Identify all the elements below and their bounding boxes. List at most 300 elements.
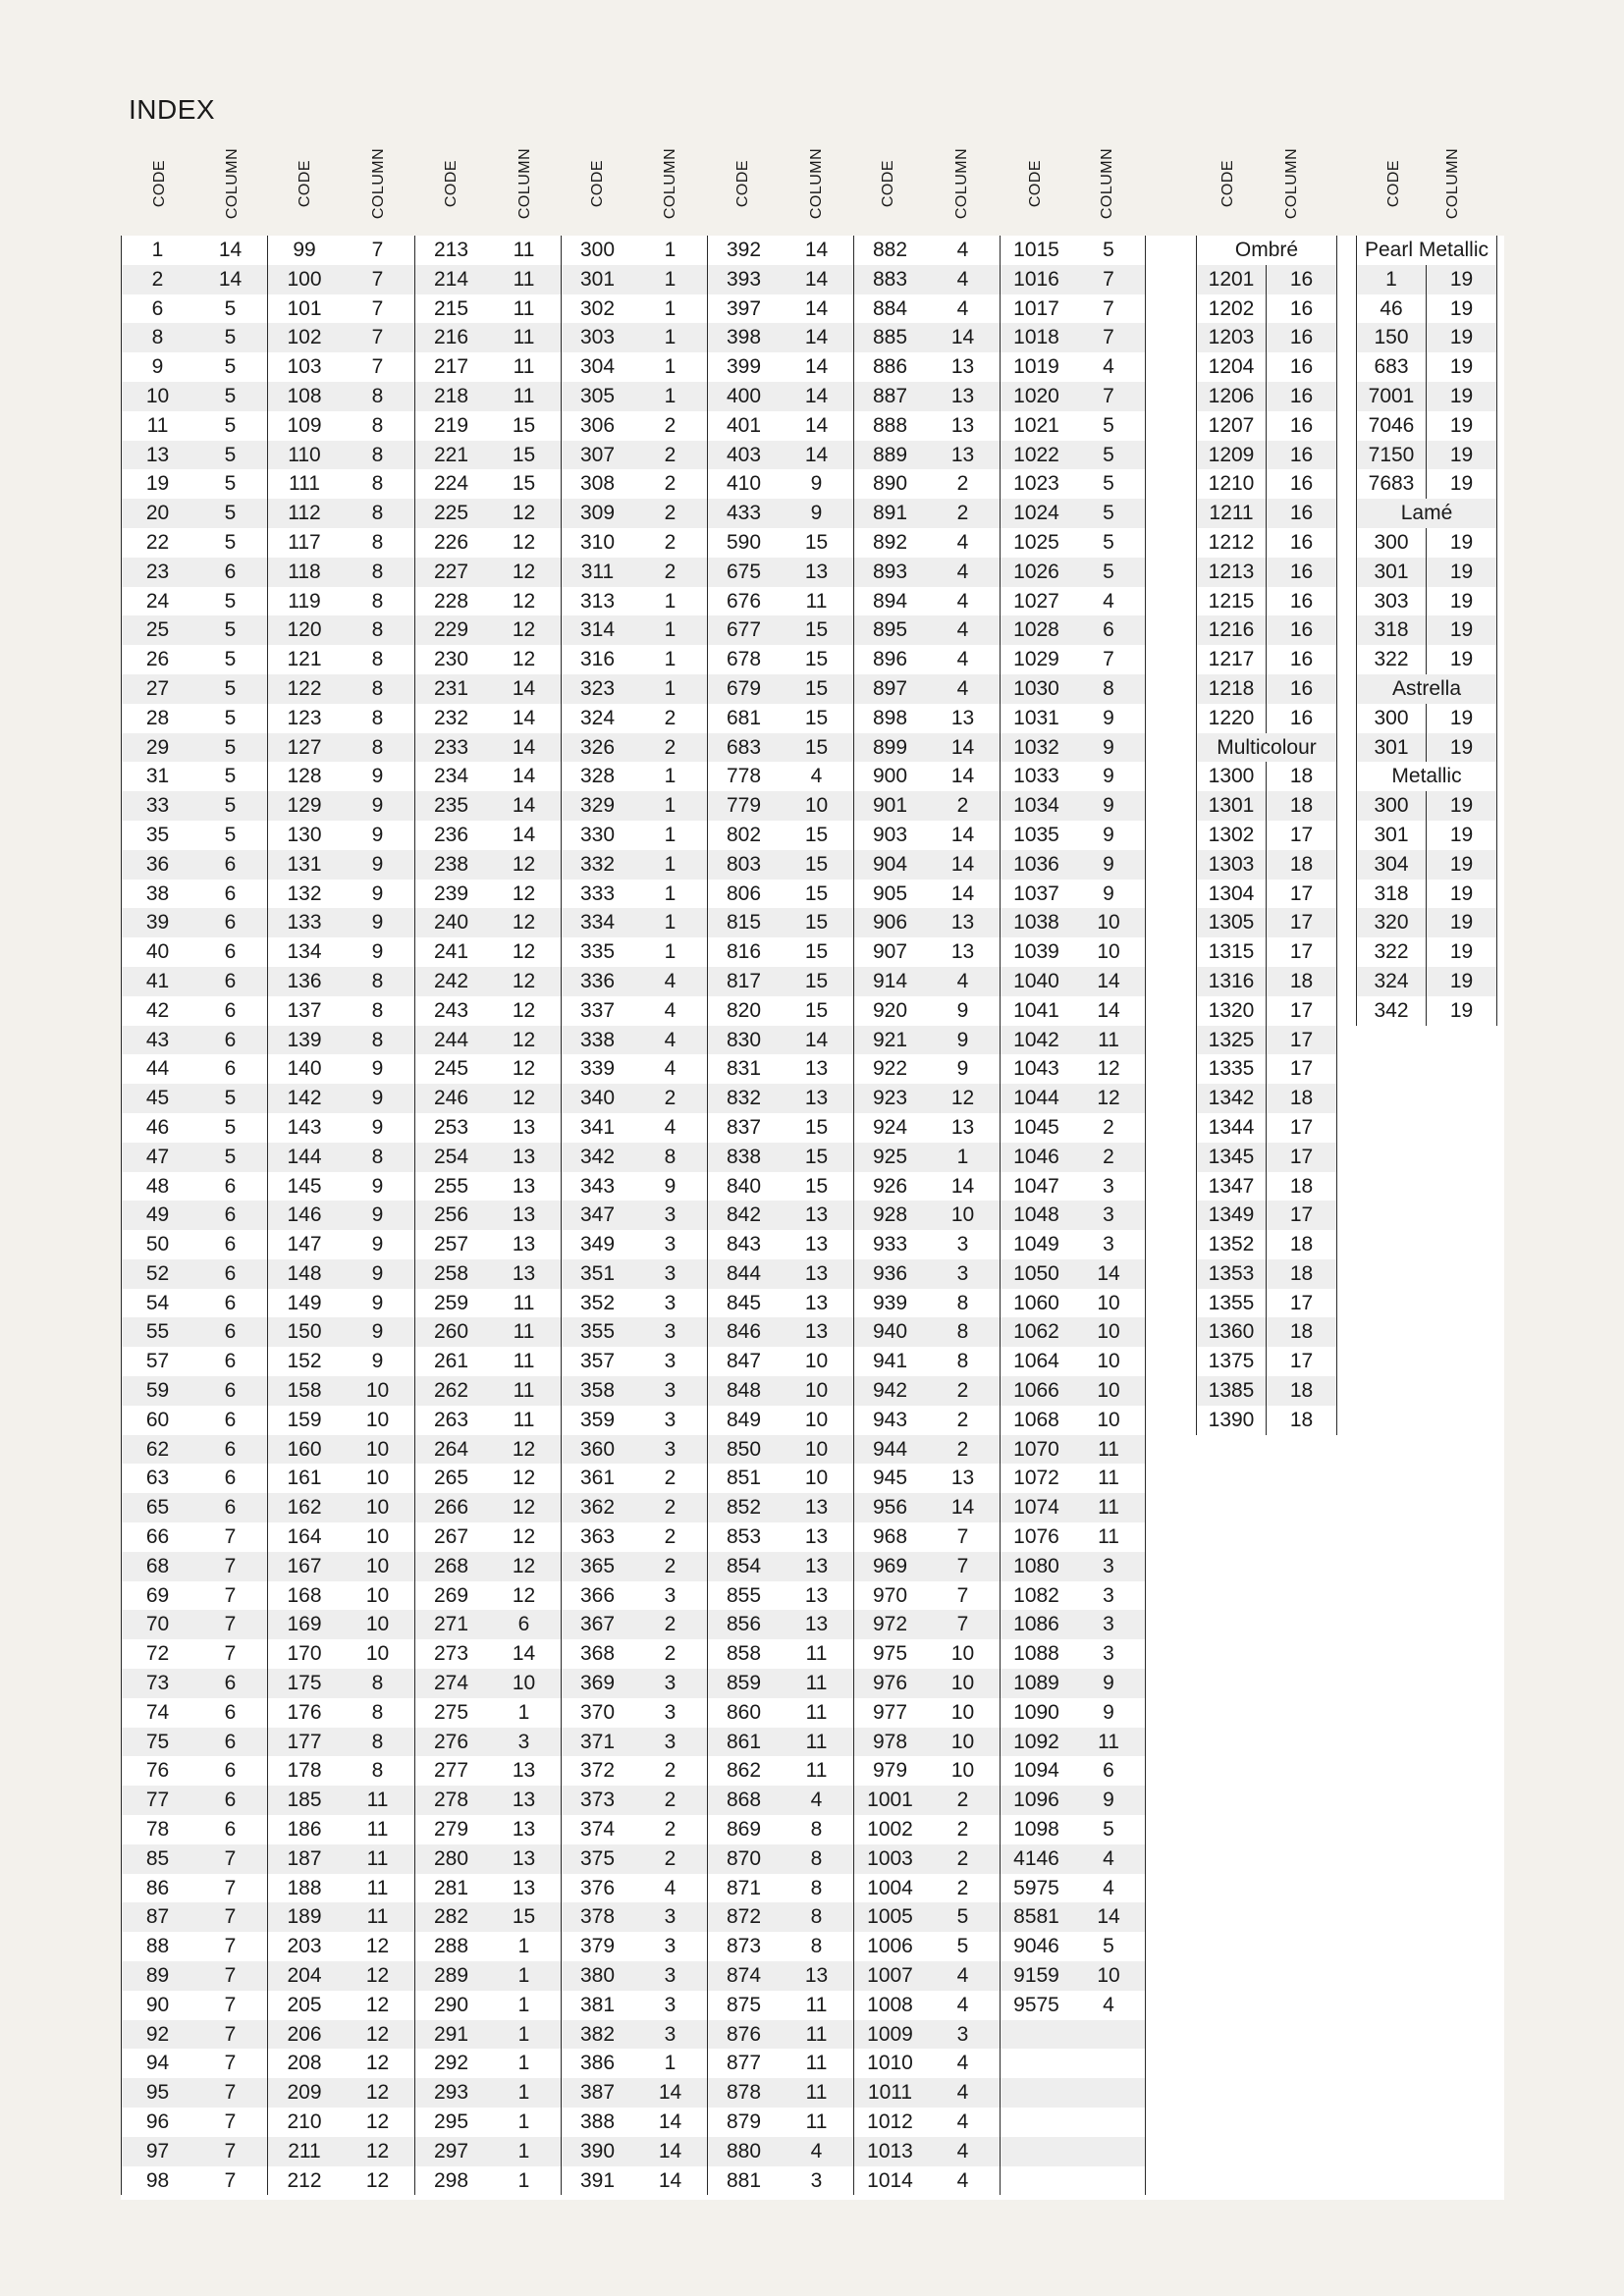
code-cell: 144 [268,1143,341,1172]
column-cell: 9 [1103,706,1114,729]
code-cell: 59 [122,1376,193,1406]
code-cell: 1206 [1196,382,1267,411]
code-header-label: CODE [1027,159,1045,208]
code-cell: 133 [268,908,341,937]
column-cell: 6 [224,998,237,1022]
code-cell: 890 [872,472,908,496]
code-cell: 371 [562,1728,633,1757]
section-title: Pearl Metallic [1356,236,1497,265]
code-cell: 234 [433,765,469,788]
column-cell: 13 [780,1610,853,1639]
code-cell: 263 [433,1408,469,1431]
code-cell: 168 [287,1583,322,1607]
code-cell: 362 [562,1493,633,1522]
code-cell: 57 [145,1350,170,1373]
code-cell: 1019 [1013,355,1059,379]
code-cell: 882 [872,239,908,261]
column-cell: 6 [224,1759,237,1783]
code-cell: 1 [151,239,164,261]
code-cell: 215 [433,296,469,320]
column-cell: 12 [365,1935,390,1958]
column-cell: 2 [633,1786,707,1815]
column-header-label: COLUMN [1444,147,1461,220]
code-cell: 870 [708,1844,780,1874]
code-cell: 185 [268,1786,341,1815]
column-cell: 19 [1427,967,1497,996]
code-cell: 13 [122,441,193,470]
code-cell: 975 [872,1642,908,1666]
column-cell: 14 [633,2078,707,2108]
code-cell: 816 [726,940,762,964]
column-cell: 10 [926,1669,1000,1698]
column-cell: 2 [664,1467,677,1490]
code-cell: 381 [579,1993,616,2016]
code-column [267,236,341,2195]
code-cell: 90 [145,1993,170,2016]
column-cell: 17 [1267,1054,1337,1084]
column-cell: 4 [633,1026,707,1055]
code-column [414,236,487,2195]
code-cell: 1209 [1196,441,1267,470]
column-cell: 12 [487,558,561,587]
column-cell: 2 [633,1493,707,1522]
code-cell: 355 [562,1317,633,1347]
column-cell: 13 [512,1818,536,1842]
column-cell: 9 [371,1350,384,1373]
column-cell: 15 [780,733,853,763]
column-cell: 16 [1267,674,1337,704]
column-cell: 4 [926,265,1000,294]
code-cell: 803 [708,850,780,880]
column-cell: 4 [1103,1876,1114,1899]
column-cell: 9 [780,499,853,528]
code-cell: 161 [287,1467,322,1490]
column-cell: 5 [193,1143,267,1172]
code-cell: 152 [287,1350,322,1373]
column-cell: 16 [1267,587,1337,616]
code-cell: 366 [579,1583,616,1607]
column-cell: 13 [780,1259,853,1289]
code-cell: 205 [287,1993,322,2016]
column-cell: 12 [512,1583,536,1607]
column-cell: 17 [1267,1143,1337,1172]
column-cell: 10 [1072,908,1145,937]
code-cell: 840 [726,1174,762,1198]
code-column [1000,236,1072,2195]
code-cell: 375 [562,1844,633,1874]
column-cell: 8 [956,1291,969,1314]
column-cell: 2 [664,1759,677,1783]
column-cell: 11 [805,1759,828,1783]
ombre-multicolour-table [1196,236,1337,1435]
column-cell: 7 [371,296,384,320]
code-cell: 297 [415,2137,487,2166]
code-cell: 46 [145,1115,170,1139]
code-cell: 75 [122,1728,193,1757]
column-cell: 4 [956,296,969,320]
code-cell: 147 [287,1233,322,1256]
code-cell: 1315 [1196,937,1267,967]
code-cell: 1360 [1196,1317,1267,1347]
code-cell: 936 [854,1259,926,1289]
column-cell: 9 [371,1115,384,1139]
column-cell: 14 [926,323,1000,352]
code-cell: 240 [415,908,487,937]
column-cell [1072,2137,1145,2166]
code-cell: 1014 [867,2168,913,2192]
code-cell: 45 [122,1084,193,1113]
column-cell: 19 [1427,382,1497,411]
code-cell: 892 [872,530,908,554]
code-cell: 33 [122,791,193,821]
column-cell: 11 [805,1993,828,2016]
code-cell: 361 [579,1467,616,1490]
section-title: Lamé [1356,499,1497,528]
column-cell: 12 [512,1467,536,1490]
column-cell: 3 [633,1902,707,1932]
code-cell: 1009 [854,2020,926,2050]
code-cell: 392 [726,239,762,261]
code-cell: 52 [122,1259,193,1289]
column-cell: 5 [224,413,237,437]
code-cell: 19 [145,472,170,496]
code-cell [1001,2049,1072,2078]
code-cell: 146 [268,1201,341,1230]
code-cell: 231 [415,674,487,704]
column-cell: 11 [513,1408,535,1431]
code-cell: 301 [1356,558,1427,587]
code-cell: 324 [1356,967,1427,996]
column-cell: 9 [1072,791,1145,821]
column-cell: 6 [193,1786,267,1815]
code-cell: 900 [872,765,908,788]
code-cell: 337 [579,998,616,1022]
column-cell: 7 [371,239,384,261]
code-cell: 218 [415,382,487,411]
code-cell: 1207 [1196,411,1267,441]
column-cell: 6 [1103,1759,1114,1783]
code-cell: 342 [1356,996,1427,1026]
code-cell: 214 [415,265,487,294]
code-header [1209,137,1248,230]
column-cell: 1 [487,2137,561,2166]
column-cell: 1 [664,589,677,613]
code-cell: 1038 [1001,908,1072,937]
column-cell: 14 [1072,1259,1145,1289]
column-cell: 7 [224,1993,237,2016]
code-cell: 158 [268,1376,341,1406]
code-cell: 176 [287,1700,322,1724]
code-cell: 62 [122,1435,193,1465]
column-cell: 2 [926,791,1000,821]
code-cell: 54 [145,1291,170,1314]
code-cell: 148 [268,1259,341,1289]
code-cell: 1060 [1013,1291,1059,1314]
code-cell: 400 [708,382,780,411]
column-cell: 7 [1072,265,1145,294]
column-cell: 7 [224,1876,237,1899]
code-cell: 888 [872,413,908,437]
code-cell: 78 [145,1818,170,1842]
column-cell: 8 [371,648,384,671]
code-cell: 65 [122,1493,193,1522]
code-cell: 86 [145,1876,170,1899]
code-cell: 279 [433,1818,469,1842]
column-cell: 17 [1267,1201,1337,1230]
column-cell: 12 [487,1026,561,1055]
column-cell: 5 [224,1115,237,1139]
column-cell: 4 [956,2052,969,2075]
code-cell: 308 [579,472,616,496]
column-cell: 2 [633,499,707,528]
column-cell: 10 [1097,1408,1120,1431]
code-cell: 1027 [1013,589,1059,613]
column-cell: 6 [1072,615,1145,645]
column-cell: 10 [341,1376,414,1406]
column-cell: 8 [371,1759,384,1783]
code-cell: 111 [289,472,320,496]
code-cell: 119 [288,589,321,613]
column-cell: 3 [664,1935,677,1958]
code-cell: 369 [562,1669,633,1698]
code-cell: 169 [268,1610,341,1639]
code-cell: 1092 [1001,1728,1072,1757]
code-cell: 131 [268,850,341,880]
column-cell: 10 [950,1759,975,1783]
column-cell: 12 [512,648,536,671]
code-cell: 87 [122,1902,193,1932]
column-cell: 11 [513,296,535,320]
column-cell: 11 [341,1902,414,1932]
code-cell: 1039 [1013,940,1059,964]
column-cell: 13 [780,1201,853,1230]
column-cell: 14 [950,881,975,905]
code-cell: 847 [726,1350,762,1373]
column-cell: 11 [487,1376,561,1406]
column-cell: 17 [1267,1026,1337,1055]
code-cell: 210 [287,2110,322,2133]
code-cell: 1062 [1001,1317,1072,1347]
column-cell: 13 [512,1233,536,1256]
code-cell: 830 [708,1026,780,1055]
code-cell: 856 [708,1610,780,1639]
column-cell: 18 [1267,967,1337,996]
column-cell: 3 [1103,1174,1114,1198]
column-cell: 7 [224,2168,237,2192]
column-cell: 12 [341,2078,414,2108]
column-cell: 9 [1103,881,1114,905]
code-cell: 229 [415,615,487,645]
column-cell: 11 [1072,1728,1145,1757]
column-cell: 10 [1072,1317,1145,1347]
code-cell: 1202 [1196,294,1267,324]
column-cell: 11 [1072,1026,1145,1055]
column-cell: 14 [950,823,975,846]
code-cell: 159 [287,1408,322,1431]
column-cell: 14 [487,674,561,704]
code-cell: 1212 [1196,528,1267,558]
code-cell: 224 [433,472,469,496]
code-cell: 68 [122,1552,193,1581]
column-cell: 15 [780,1143,853,1172]
code-cell: 47 [122,1143,193,1172]
code-cell: 1068 [1013,1408,1059,1431]
code-cell: 39 [122,908,193,937]
column-cell: 10 [780,1376,853,1406]
section-title: Metallic [1356,762,1497,791]
code-cell: 36 [122,850,193,880]
code-cell: 233 [415,733,487,763]
code-cell: 265 [433,1467,469,1490]
code-cell: 203 [287,1935,322,1958]
code-cell: 211 [268,2137,341,2166]
column-cell: 7 [193,1552,267,1581]
code-column [121,236,193,2195]
code-cell: 242 [415,967,487,996]
column-cell: 13 [950,1467,975,1490]
code-column [853,236,926,2195]
column-cell: 17 [1267,1347,1337,1376]
column-cell: 1 [664,355,677,379]
column-cell: 6 [193,1317,267,1347]
code-cell: 382 [562,2020,633,2050]
code-cell: 342 [562,1143,633,1172]
column-cell: 9 [956,1057,969,1081]
code-cell: 1300 [1196,762,1267,791]
code-cell: 28 [145,706,170,729]
code-cell: 261 [433,1350,469,1373]
column-cell: 11 [341,1786,414,1815]
column-cell: 3 [664,1350,677,1373]
code-cell: 968 [872,1525,908,1549]
column-cell: 14 [1097,998,1120,1022]
column-cell: 13 [804,1291,829,1314]
code-cell: 10 [122,382,193,411]
column-cell: 8 [341,1728,414,1757]
code-cell: 887 [854,382,926,411]
column-cell: 10 [780,791,853,821]
column-cell: 14 [780,382,853,411]
column-cell: 8 [371,1700,384,1724]
code-cell: 29 [122,733,193,763]
column-cell: 9 [371,1174,384,1198]
column-cell: 19 [1427,791,1497,821]
code-cell: 1074 [1001,1493,1072,1522]
code-cell: 1034 [1001,791,1072,821]
code-cell: 246 [415,1084,487,1113]
code-column [561,236,633,2195]
code-cell: 1304 [1196,880,1267,909]
column-cell: 14 [1072,1902,1145,1932]
column-cell: 8 [780,1902,853,1932]
column-cell: 16 [1267,469,1337,499]
code-cell: 1050 [1001,1259,1072,1289]
code-cell: 26 [145,648,170,671]
column-cell: 16 [1267,558,1337,587]
column-cell: 4 [956,530,969,554]
column-cell: 8 [341,382,414,411]
code-cell: 1211 [1196,499,1267,528]
code-cell [1001,2137,1072,2166]
code-cell: 44 [145,1057,170,1081]
code-cell: 941 [872,1350,908,1373]
code-cell: 76 [145,1759,170,1783]
column-cell: 1 [664,296,677,320]
code-cell: 336 [562,967,633,996]
code-cell: 66 [145,1525,170,1549]
column-cell: 13 [512,1759,536,1783]
code-cell: 88 [145,1935,170,1958]
code-cell: 241 [433,940,469,964]
column-cell: 13 [950,413,975,437]
code-cell: 906 [854,908,926,937]
code-cell: 227 [415,558,487,587]
column-cell: 10 [365,1467,390,1490]
code-cell: 677 [708,615,780,645]
code-cell: 889 [854,441,926,470]
code-cell: 683 [1356,352,1427,382]
code-cell: 899 [854,733,926,763]
column-cell: 4 [956,239,969,261]
code-cell: 72 [145,1642,170,1666]
column-cell: 18 [1267,1376,1337,1406]
code-cell [1001,2020,1072,2050]
code-cell: 1201 [1196,265,1267,294]
code-cell: 379 [579,1935,616,1958]
column-cell: 8 [810,1876,823,1899]
code-cell: 6 [151,296,164,320]
column-cell: 12 [487,1552,561,1581]
code-cell: 187 [268,1844,341,1874]
code-cell: 939 [872,1291,908,1314]
code-cell: 401 [726,413,762,437]
column-cell: 7 [341,265,414,294]
column-cell: 10 [780,1435,853,1465]
column-cell: 19 [1427,469,1497,499]
column-cell: 13 [780,1084,853,1113]
code-cell: 779 [708,791,780,821]
column-cell: 10 [1097,1291,1120,1314]
code-header-label: CODE [443,159,460,208]
column-cell: 6 [193,1669,267,1698]
column-cell: 10 [804,1350,829,1373]
code-cell: 162 [268,1493,341,1522]
column-cell: 6 [193,1376,267,1406]
column-cell: 12 [487,1493,561,1522]
code-cell: 1086 [1001,1610,1072,1639]
column-cell: 5 [224,530,237,554]
column-cell: 17 [1267,996,1337,1026]
code-cell: 851 [726,1467,762,1490]
code-cell: 970 [872,1583,908,1607]
column-cell: 16 [1267,615,1337,645]
code-cell: 852 [708,1493,780,1522]
code-cell: 367 [562,1610,633,1639]
code-cell: 291 [415,2020,487,2050]
column-cell: 19 [1427,908,1497,937]
code-cell: 904 [854,850,926,880]
column-cell: 7 [341,323,414,352]
column-cell: 3 [633,1317,707,1347]
code-cell: 928 [854,1201,926,1230]
column-cell: 17 [1267,908,1337,937]
code-cell: 1064 [1013,1350,1059,1373]
code-cell: 326 [562,733,633,763]
column-cell: 17 [1267,1289,1337,1318]
column-cell: 7 [193,1844,267,1874]
code-cell: 97 [122,2137,193,2166]
code-cell: 280 [415,1844,487,1874]
